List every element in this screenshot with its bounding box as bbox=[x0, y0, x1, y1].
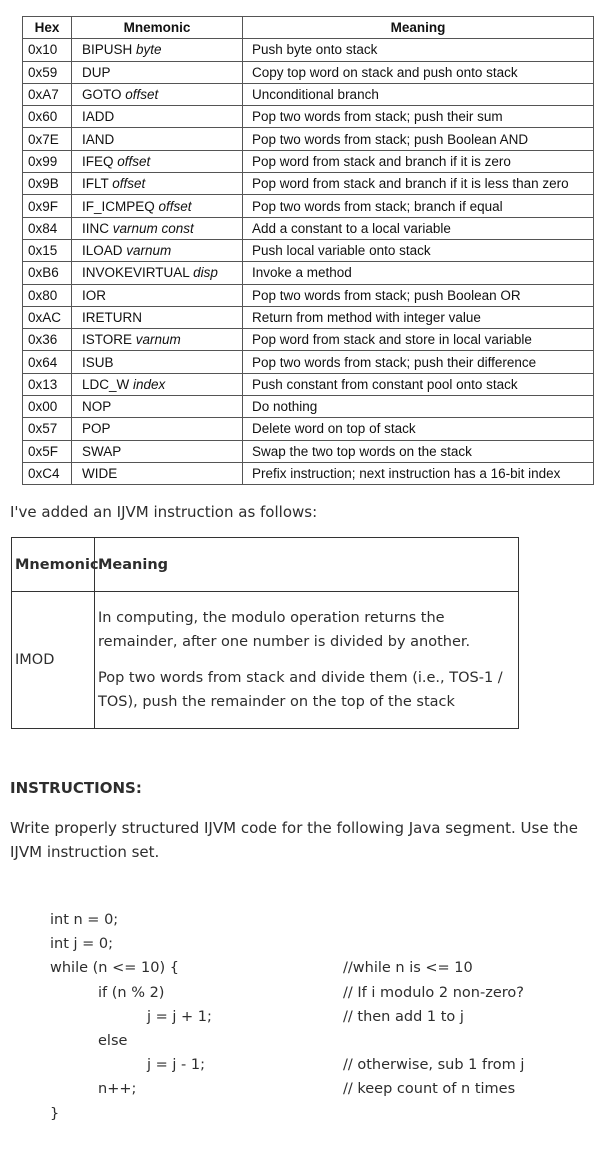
table-row bbox=[23, 351, 594, 373]
table-row bbox=[23, 106, 594, 128]
mnemonic-name: IOR bbox=[82, 287, 107, 303]
mnemonic-cell bbox=[72, 396, 243, 418]
hex-cell: 0x84 bbox=[23, 217, 72, 239]
code-line: j = j - 1; bbox=[147, 1057, 205, 1074]
code-comment: // keep count of n times bbox=[343, 1081, 516, 1098]
table-row bbox=[23, 61, 594, 83]
added-instruction-table bbox=[11, 537, 519, 729]
hex-cell: 0x10 bbox=[23, 39, 72, 61]
table-row bbox=[23, 306, 594, 328]
hex-cell: 0x99 bbox=[23, 150, 72, 172]
table-row bbox=[23, 262, 594, 284]
code-line: while (n <= 10) { bbox=[50, 960, 179, 977]
meaning-cell: Do nothing bbox=[243, 396, 594, 418]
mnemonic-name: DUP bbox=[82, 64, 111, 80]
meaning-cell: Swap the two top words on the stack bbox=[243, 440, 594, 462]
code-comment: //while n is <= 10 bbox=[343, 960, 473, 977]
mnemonic-cell bbox=[72, 440, 243, 462]
added-header-mnemonic: Mnemonic bbox=[12, 538, 95, 592]
table-row bbox=[23, 150, 594, 172]
mnemonic-name: INVOKEVIRTUAL bbox=[82, 265, 190, 281]
mnemonic-operand: offset bbox=[158, 198, 192, 214]
mnemonic-name: IFLT bbox=[82, 176, 109, 192]
table-row bbox=[23, 440, 594, 462]
meaning-cell: Pop two words from stack; push their difference bbox=[243, 351, 594, 373]
hex-cell: 0x36 bbox=[23, 329, 72, 351]
ijvm-opcode-table bbox=[22, 16, 594, 485]
table-row bbox=[23, 128, 594, 150]
hex-cell: 0x9B bbox=[23, 173, 72, 195]
mnemonic-name: SWAP bbox=[82, 443, 122, 459]
code-comment: // If i modulo 2 non-zero? bbox=[343, 984, 524, 1001]
mnemonic-operand: varnum bbox=[126, 243, 172, 259]
mnemonic-cell bbox=[72, 195, 243, 217]
hex-cell: 0x9F bbox=[23, 195, 72, 217]
column-header-hex: Hex bbox=[23, 17, 72, 39]
added-header-meaning: Meaning bbox=[95, 538, 519, 592]
mnemonic-name: IAND bbox=[82, 131, 115, 147]
mnemonic-operand: offset bbox=[112, 176, 146, 192]
meaning-cell: Return from method with integer value bbox=[243, 306, 594, 328]
mnemonic-cell bbox=[72, 351, 243, 373]
table-row bbox=[23, 373, 594, 395]
table-row bbox=[23, 173, 594, 195]
mnemonic-operand: disp bbox=[193, 265, 218, 281]
mnemonic-cell bbox=[72, 83, 243, 105]
mnemonic-operand: varnum const bbox=[112, 220, 194, 236]
hex-cell: 0xB6 bbox=[23, 262, 72, 284]
mnemonic-operand: offset bbox=[125, 87, 159, 103]
added-meaning-paragraph-2: Pop two words from stack and divide them (i.e., TOS-1 / TOS), push the remainder on the top of the stack bbox=[98, 670, 503, 710]
added-meaning bbox=[95, 592, 519, 729]
code-line: j = j + 1; bbox=[147, 1008, 212, 1025]
meaning-cell: Prefix instruction; next instruction has a 16-bit index bbox=[243, 462, 594, 484]
table-row bbox=[23, 239, 594, 261]
meaning-cell: Delete word on top of stack bbox=[243, 418, 594, 440]
mnemonic-name: ISUB bbox=[82, 354, 114, 370]
table-row bbox=[23, 418, 594, 440]
mnemonic-cell bbox=[72, 217, 243, 239]
table-row bbox=[23, 462, 594, 484]
added-meaning-paragraph-1: In computing, the modulo operation returns the remainder, after one number is divided by another. bbox=[98, 610, 471, 650]
hex-cell: 0x13 bbox=[23, 373, 72, 395]
table-row bbox=[23, 217, 594, 239]
hex-cell: 0x64 bbox=[23, 351, 72, 373]
mnemonic-cell bbox=[72, 128, 243, 150]
meaning-cell: Pop word from stack and branch if it is less than zero bbox=[243, 173, 594, 195]
hex-cell: 0xAC bbox=[23, 306, 72, 328]
instructions-body: Write properly structured IJVM code for the following Java segment. Use the IJVM instruction set. bbox=[10, 819, 578, 861]
hex-cell: 0xC4 bbox=[23, 462, 72, 484]
mnemonic-name: IFEQ bbox=[82, 153, 114, 169]
meaning-cell: Unconditional branch bbox=[243, 83, 594, 105]
added-table-header-row bbox=[12, 538, 519, 592]
mnemonic-cell bbox=[72, 106, 243, 128]
meaning-cell: Pop word from stack and branch if it is zero bbox=[243, 150, 594, 172]
added-table-row bbox=[12, 592, 519, 729]
mnemonic-name: IRETURN bbox=[82, 310, 142, 325]
code-line: else bbox=[98, 1033, 128, 1049]
hex-cell: 0x60 bbox=[23, 106, 72, 128]
instructions-heading: INSTRUCTIONS: bbox=[10, 779, 142, 797]
hex-cell: 0x57 bbox=[23, 418, 72, 440]
code-line: if (n % 2) bbox=[98, 984, 165, 1001]
mnemonic-cell bbox=[72, 262, 243, 284]
mnemonic-cell bbox=[72, 329, 243, 351]
mnemonic-cell bbox=[72, 418, 243, 440]
table-row bbox=[23, 284, 594, 306]
hex-cell: 0x59 bbox=[23, 61, 72, 83]
added-mnemonic: IMOD bbox=[12, 592, 95, 729]
mnemonic-operand: varnum bbox=[135, 332, 181, 348]
column-header-mnemonic: Mnemonic bbox=[72, 17, 243, 39]
mnemonic-cell bbox=[72, 39, 243, 61]
mnemonic-cell bbox=[72, 462, 243, 484]
mnemonic-operand: index bbox=[133, 376, 166, 392]
meaning-cell: Pop two words from stack; push their sum bbox=[243, 106, 594, 128]
opcode-table-header-row bbox=[23, 17, 594, 39]
mnemonic-name: IADD bbox=[82, 109, 115, 125]
hex-cell: 0x15 bbox=[23, 239, 72, 261]
meaning-cell: Push constant from constant pool onto stack bbox=[243, 373, 594, 395]
meaning-cell: Invoke a method bbox=[243, 262, 594, 284]
hex-cell: 0x7E bbox=[23, 128, 72, 150]
mnemonic-name: POP bbox=[82, 421, 111, 437]
meaning-cell: Add a constant to a local variable bbox=[243, 217, 594, 239]
meaning-cell: Pop two words from stack; push Boolean OR bbox=[243, 284, 594, 306]
table-row bbox=[23, 396, 594, 418]
opcode-table-body bbox=[23, 39, 594, 485]
table-row bbox=[23, 329, 594, 351]
meaning-cell: Pop word from stack and store in local variable bbox=[243, 329, 594, 351]
meaning-cell: Pop two words from stack; push Boolean AND bbox=[243, 128, 594, 150]
mnemonic-name: WIDE bbox=[82, 466, 118, 482]
mnemonic-name: GOTO bbox=[82, 87, 122, 103]
mnemonic-name: ISTORE bbox=[82, 332, 133, 348]
table-row bbox=[23, 195, 594, 217]
mnemonic-name: IINC bbox=[82, 220, 109, 236]
meaning-cell: Pop two words from stack; branch if equal bbox=[243, 195, 594, 217]
hex-cell: 0x5F bbox=[23, 440, 72, 462]
mnemonic-operand: byte bbox=[136, 42, 162, 58]
mnemonic-name: BIPUSH bbox=[82, 42, 133, 58]
mnemonic-cell bbox=[72, 284, 243, 306]
code-line: } bbox=[50, 1105, 60, 1122]
column-header-meaning: Meaning bbox=[243, 17, 594, 39]
mnemonic-cell bbox=[72, 61, 243, 83]
mnemonic-cell bbox=[72, 306, 243, 328]
mnemonic-name: ILOAD bbox=[82, 243, 123, 259]
code-comment: // then add 1 to j bbox=[343, 1008, 464, 1025]
mnemonic-cell bbox=[72, 150, 243, 172]
hex-cell: 0xA7 bbox=[23, 83, 72, 105]
meaning-cell: Push local variable onto stack bbox=[243, 239, 594, 261]
mnemonic-name: IF_ICMPEQ bbox=[82, 198, 155, 214]
hex-cell: 0x00 bbox=[23, 396, 72, 418]
mnemonic-name: LDC_W bbox=[82, 376, 130, 392]
code-line: int n = 0; bbox=[50, 912, 119, 928]
mnemonic-cell bbox=[72, 173, 243, 195]
hex-cell: 0x80 bbox=[23, 284, 72, 306]
mnemonic-name: NOP bbox=[82, 399, 112, 415]
mnemonic-cell bbox=[72, 239, 243, 261]
mnemonic-cell bbox=[72, 373, 243, 395]
code-comment: // otherwise, sub 1 from j bbox=[343, 1057, 525, 1074]
mnemonic-operand: offset bbox=[117, 153, 151, 169]
intro-text: I've added an IJVM instruction as follows: bbox=[10, 503, 318, 521]
meaning-cell: Copy top word on stack and push onto stack bbox=[243, 61, 594, 83]
meaning-cell: Push byte onto stack bbox=[243, 39, 594, 61]
code-line: int j = 0; bbox=[50, 936, 114, 953]
table-row bbox=[23, 39, 594, 61]
code-line: n++; bbox=[98, 1081, 137, 1098]
table-row bbox=[23, 83, 594, 105]
